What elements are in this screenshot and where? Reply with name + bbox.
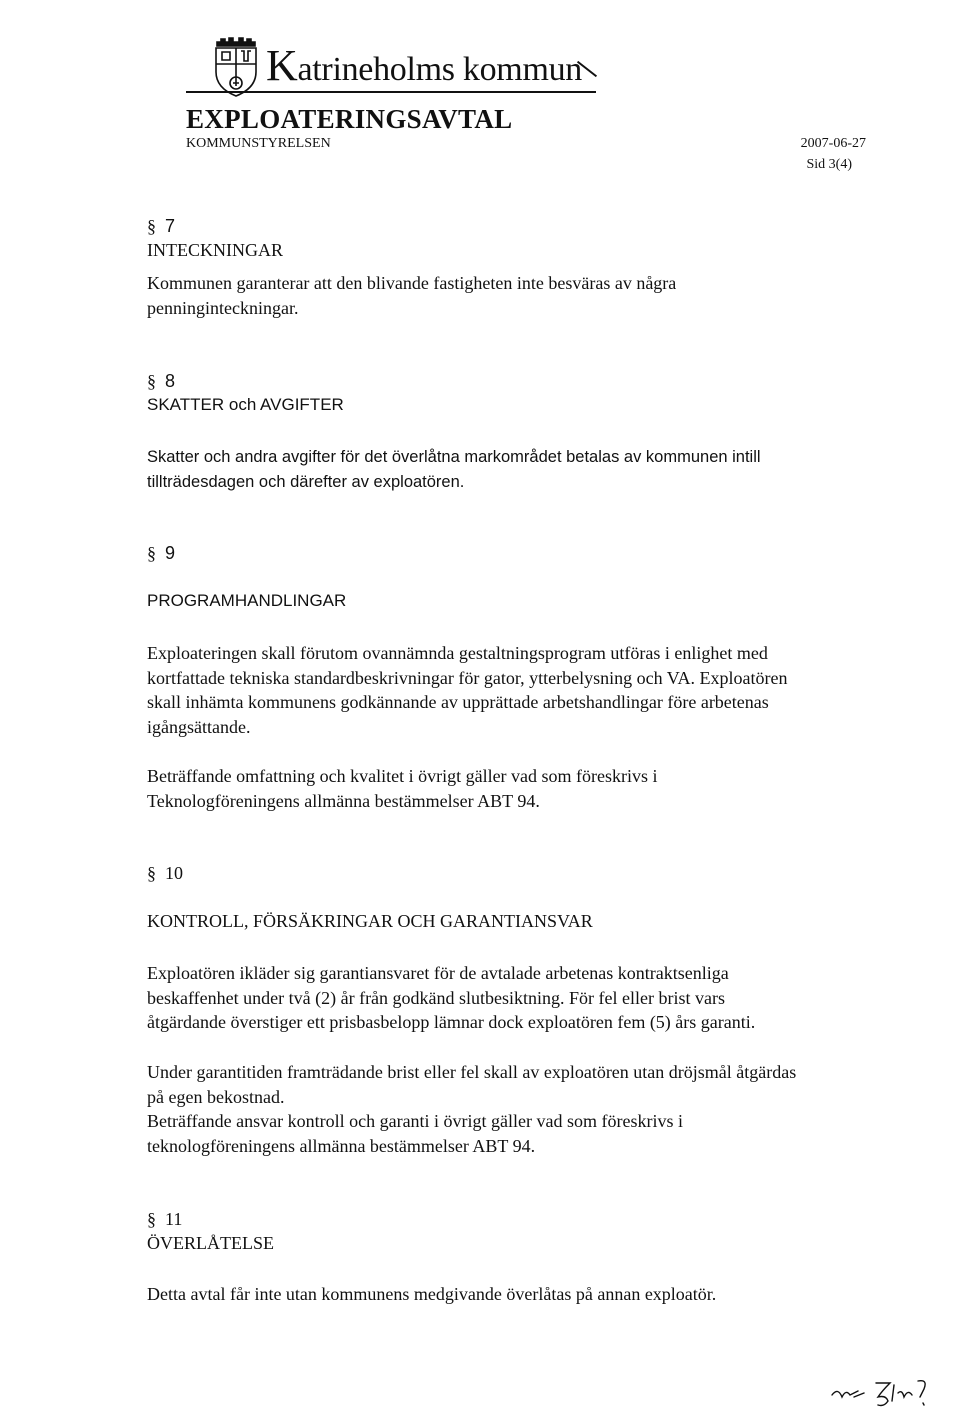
section-number: 10 (165, 863, 183, 883)
section-symbol: § (147, 371, 156, 391)
section-title: INTECKNINGAR (147, 240, 283, 260)
section-9-heading (147, 541, 346, 613)
section-8-paragraph-1: Skatter och andra avgifter för det överlåtna markområdet betalas av kommunen intill tillträdesdagen och därefter av exploatören. (147, 448, 761, 491)
section-title: ÖVERLÅTELSE (147, 1233, 274, 1253)
section-10-heading (147, 861, 593, 933)
section-7-paragraph-1: Kommunen garanterar att den blivande fastigheten inte besväras av några penninginteckningar. (147, 273, 677, 318)
section-title: PROGRAMHANDLINGAR (147, 591, 347, 610)
section-10-paragraph-1: Exploatören ikläder sig garantiansvaret för de avtalade arbetenas kontraktsenliga beskaffenhet under två (2) år från godkänd slutbesiktning. För fel eller brist vars åtgärdande överstiger ett prisbasbelopp lämnar dock exploatören fem (5) års garanti. (147, 963, 756, 1032)
section-number: 8 (165, 371, 176, 391)
section-symbol: § (147, 216, 156, 236)
municipal-crest-logo (213, 36, 259, 98)
document-date: 2007-06-27 (800, 136, 866, 151)
document-title: EXPLOATERINGSAVTAL (186, 104, 513, 134)
section-symbol: § (147, 543, 156, 563)
section-title: SKATTER och AVGIFTER (147, 395, 344, 414)
section-11-paragraph-1: Detta avtal får inte utan kommunens medgivande överlåtas på annan exploatör. (147, 1284, 717, 1304)
section-symbol: § (147, 1209, 156, 1229)
section-9-paragraph-1: Exploateringen skall förutom ovannämnda gestaltningsprogram utföras i enlighet med kortfattade tekniska standardbeskrivningar för gator, ytterbelysning och VA. Exploatören skall inhämta kommunens godkännande av upprättade arbetshandlingar före arbetenas igångsättande. (147, 643, 788, 737)
handwritten-initials-signature (828, 1375, 938, 1409)
section-8-heading (147, 369, 344, 417)
section-number: 7 (165, 216, 176, 236)
section-number: 9 (165, 543, 176, 563)
section-number: 11 (165, 1209, 183, 1229)
section-11-heading (147, 1207, 274, 1255)
section-title: KONTROLL, FÖRSÄKRINGAR OCH GARANTIANSVAR (147, 911, 593, 931)
header-rule (186, 91, 596, 93)
committee-name: KOMMUNSTYRELSEN (186, 136, 331, 151)
section-10-paragraph-3: Beträffande ansvar kontroll och garanti i övrigt gäller vad som föreskrivs i teknologföreningens allmänna bestämmelser ABT 94. (147, 1111, 684, 1156)
organization-name: Katrineholms kommun (266, 41, 582, 90)
section-9-paragraph-2: Beträffande omfattning och kvalitet i övrigt gäller vad som föreskrivs i Teknologföreningens allmänna bestämmelser ABT 94. (147, 766, 658, 811)
section-7-heading (147, 214, 283, 262)
page-number: Sid 3(4) (806, 157, 852, 172)
section-10-paragraph-2: Under garantitiden framträdande brist eller fel skall av exploatören utan dröjsmål åtgärdas på egen bekostnad. (147, 1062, 797, 1107)
section-symbol: § (147, 863, 156, 883)
